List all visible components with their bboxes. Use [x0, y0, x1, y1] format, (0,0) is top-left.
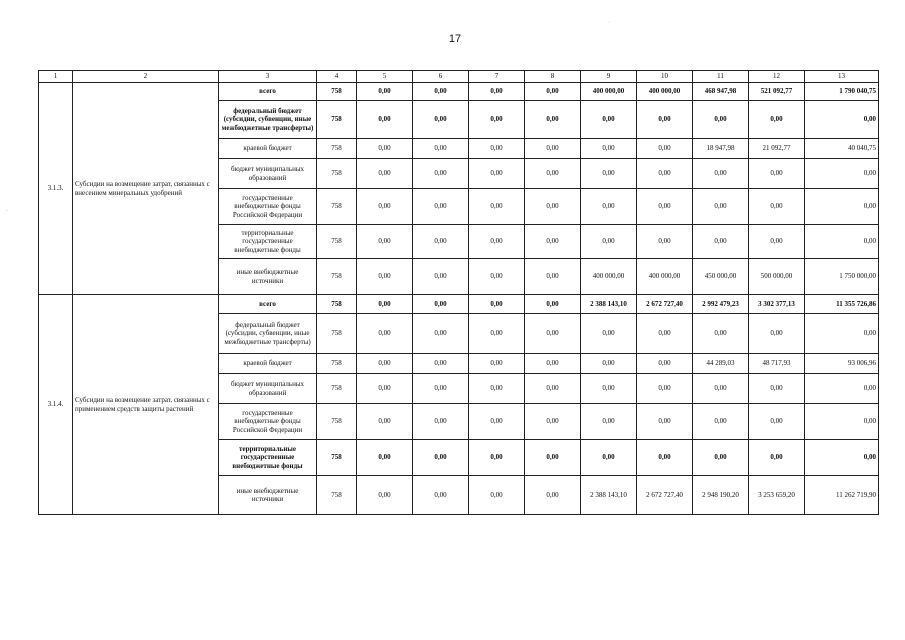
- amount-cell: 93 006,96: [805, 354, 879, 374]
- amount-cell: 400 000,00: [637, 259, 693, 295]
- funding-source: бюджет муниципальных образований: [219, 374, 317, 404]
- amount-cell: 0,00: [525, 139, 581, 159]
- amount-cell: 450 000,00: [693, 259, 749, 295]
- amount-cell: 0,00: [581, 225, 637, 259]
- amount-cell: 0,00: [413, 374, 469, 404]
- column-header: 3: [219, 71, 317, 83]
- amount-cell: 0,00: [357, 101, 413, 139]
- column-header: 10: [637, 71, 693, 83]
- amount-cell: 0,00: [637, 354, 693, 374]
- amount-cell: 758: [317, 225, 357, 259]
- amount-cell: 0,00: [581, 314, 637, 354]
- amount-cell: 758: [317, 139, 357, 159]
- amount-cell: 0,00: [525, 476, 581, 515]
- amount-cell: 0,00: [525, 374, 581, 404]
- column-number-row: [39, 71, 879, 83]
- amount-cell: 400 000,00: [581, 83, 637, 101]
- item-name: Субсидии на возмещение затрат, связанных с применением средств защиты растений: [73, 295, 219, 515]
- amount-cell: 0,00: [469, 139, 525, 159]
- amount-cell: 0,00: [525, 314, 581, 354]
- item-code: 3.1.4.: [39, 295, 73, 515]
- amount-cell: 21 092,77: [749, 139, 805, 159]
- amount-cell: 758: [317, 259, 357, 295]
- amount-cell: 0,00: [413, 139, 469, 159]
- amount-cell: 758: [317, 314, 357, 354]
- amount-cell: 0,00: [413, 295, 469, 314]
- amount-cell: 0,00: [525, 189, 581, 225]
- amount-cell: 44 289,03: [693, 354, 749, 374]
- amount-cell: 48 717,93: [749, 354, 805, 374]
- amount-cell: 0,00: [357, 440, 413, 476]
- amount-cell: 0,00: [581, 354, 637, 374]
- amount-cell: 2 992 479,23: [693, 295, 749, 314]
- funding-source: федеральный бюджет (субсидии, субвенции, иные межбюджетные трансферты): [219, 101, 317, 139]
- amount-cell: 0,00: [693, 225, 749, 259]
- amount-cell: 0,00: [693, 189, 749, 225]
- column-header: 11: [693, 71, 749, 83]
- amount-cell: 1 790 040,75: [805, 83, 879, 101]
- amount-cell: 18 947,98: [693, 139, 749, 159]
- amount-cell: 758: [317, 295, 357, 314]
- amount-cell: 0,00: [525, 83, 581, 101]
- amount-cell: 3 253 659,20: [749, 476, 805, 515]
- amount-cell: 0,00: [413, 476, 469, 515]
- column-header: 1: [39, 71, 73, 83]
- amount-cell: 0,00: [413, 354, 469, 374]
- column-header: 9: [581, 71, 637, 83]
- amount-cell: 0,00: [413, 83, 469, 101]
- column-header: 12: [749, 71, 805, 83]
- amount-cell: 0,00: [525, 159, 581, 189]
- amount-cell: 0,00: [469, 476, 525, 515]
- amount-cell: 0,00: [805, 159, 879, 189]
- table-row: [39, 295, 879, 314]
- amount-cell: 0,00: [469, 83, 525, 101]
- amount-cell: 0,00: [749, 189, 805, 225]
- amount-cell: 400 000,00: [581, 259, 637, 295]
- amount-cell: 758: [317, 159, 357, 189]
- amount-cell: 0,00: [693, 314, 749, 354]
- funding-source: территориальные государственные внебюджетные фонды: [219, 225, 317, 259]
- amount-cell: 0,00: [749, 404, 805, 440]
- amount-cell: 0,00: [525, 225, 581, 259]
- amount-cell: 0,00: [749, 225, 805, 259]
- amount-cell: 0,00: [637, 139, 693, 159]
- funding-source: краевой бюджет: [219, 354, 317, 374]
- amount-cell: 758: [317, 83, 357, 101]
- amount-cell: 2 388 143,10: [581, 476, 637, 515]
- amount-cell: 0,00: [469, 295, 525, 314]
- amount-cell: 0,00: [413, 225, 469, 259]
- funding-source: всего: [219, 83, 317, 101]
- funding-source: государственные внебюджетные фонды Российской Федерации: [219, 404, 317, 440]
- amount-cell: 758: [317, 476, 357, 515]
- amount-cell: 0,00: [637, 374, 693, 404]
- funding-source: краевой бюджет: [219, 139, 317, 159]
- amount-cell: 0,00: [637, 101, 693, 139]
- amount-cell: 0,00: [693, 404, 749, 440]
- amount-cell: 0,00: [469, 404, 525, 440]
- amount-cell: 0,00: [525, 101, 581, 139]
- amount-cell: 0,00: [637, 159, 693, 189]
- amount-cell: 0,00: [637, 189, 693, 225]
- amount-cell: 0,00: [413, 314, 469, 354]
- amount-cell: 0,00: [413, 404, 469, 440]
- amount-cell: 500 000,00: [749, 259, 805, 295]
- table-row: [39, 83, 879, 101]
- amount-cell: 0,00: [413, 440, 469, 476]
- scan-mark: ·: [608, 20, 610, 26]
- amount-cell: 0,00: [749, 101, 805, 139]
- column-header: 7: [469, 71, 525, 83]
- amount-cell: 758: [317, 374, 357, 404]
- amount-cell: 0,00: [469, 374, 525, 404]
- item-code: 3.1.3.: [39, 83, 73, 295]
- amount-cell: 0,00: [357, 83, 413, 101]
- funding-source: бюджет муниципальных образований: [219, 159, 317, 189]
- amount-cell: 0,00: [637, 440, 693, 476]
- amount-cell: 0,00: [413, 189, 469, 225]
- amount-cell: 0,00: [805, 440, 879, 476]
- funding-source: всего: [219, 295, 317, 314]
- funding-source: федеральный бюджет (субсидии, субвенции, иные межбюджетные трансферты): [219, 314, 317, 354]
- column-header: 8: [525, 71, 581, 83]
- amount-cell: 0,00: [357, 139, 413, 159]
- amount-cell: 0,00: [357, 189, 413, 225]
- amount-cell: 0,00: [749, 159, 805, 189]
- amount-cell: 758: [317, 189, 357, 225]
- amount-cell: 0,00: [805, 101, 879, 139]
- amount-cell: 0,00: [413, 159, 469, 189]
- amount-cell: 2 672 727,40: [637, 295, 693, 314]
- amount-cell: 0,00: [805, 374, 879, 404]
- amount-cell: 758: [317, 404, 357, 440]
- amount-cell: 0,00: [581, 440, 637, 476]
- amount-cell: 0,00: [693, 440, 749, 476]
- amount-cell: 758: [317, 354, 357, 374]
- amount-cell: 758: [317, 101, 357, 139]
- amount-cell: 0,00: [469, 259, 525, 295]
- page-number: 17: [448, 33, 462, 45]
- amount-cell: 0,00: [581, 159, 637, 189]
- amount-cell: 0,00: [637, 314, 693, 354]
- amount-cell: 0,00: [357, 404, 413, 440]
- amount-cell: 2 672 727,40: [637, 476, 693, 515]
- amount-cell: 0,00: [525, 404, 581, 440]
- amount-cell: 1 750 000,00: [805, 259, 879, 295]
- amount-cell: 0,00: [693, 101, 749, 139]
- amount-cell: 758: [317, 440, 357, 476]
- amount-cell: 0,00: [469, 354, 525, 374]
- scan-mark: .: [6, 207, 8, 213]
- amount-cell: 0,00: [413, 259, 469, 295]
- funding-source: иные внебюджетные источники: [219, 476, 317, 515]
- amount-cell: 0,00: [637, 225, 693, 259]
- amount-cell: 0,00: [525, 259, 581, 295]
- amount-cell: 0,00: [749, 374, 805, 404]
- amount-cell: 0,00: [357, 476, 413, 515]
- amount-cell: 0,00: [413, 101, 469, 139]
- amount-cell: 0,00: [357, 295, 413, 314]
- amount-cell: 0,00: [357, 159, 413, 189]
- amount-cell: 0,00: [357, 314, 413, 354]
- amount-cell: 0,00: [357, 354, 413, 374]
- amount-cell: 0,00: [525, 295, 581, 314]
- amount-cell: 0,00: [581, 101, 637, 139]
- amount-cell: 3 302 377,13: [749, 295, 805, 314]
- amount-cell: 11 355 726,86: [805, 295, 879, 314]
- budget-table: [38, 70, 879, 515]
- amount-cell: 0,00: [357, 225, 413, 259]
- amount-cell: 0,00: [805, 225, 879, 259]
- amount-cell: 0,00: [357, 259, 413, 295]
- amount-cell: 0,00: [469, 159, 525, 189]
- amount-cell: 0,00: [469, 225, 525, 259]
- amount-cell: 521 092,77: [749, 83, 805, 101]
- amount-cell: 40 040,75: [805, 139, 879, 159]
- amount-cell: 0,00: [581, 404, 637, 440]
- amount-cell: 0,00: [581, 139, 637, 159]
- amount-cell: 0,00: [805, 404, 879, 440]
- amount-cell: 0,00: [637, 404, 693, 440]
- amount-cell: 0,00: [469, 440, 525, 476]
- funding-source: территориальные государственные внебюджетные фонды: [219, 440, 317, 476]
- amount-cell: 468 947,98: [693, 83, 749, 101]
- amount-cell: 0,00: [805, 189, 879, 225]
- amount-cell: 0,00: [525, 440, 581, 476]
- amount-cell: 0,00: [693, 159, 749, 189]
- amount-cell: 0,00: [749, 440, 805, 476]
- amount-cell: 0,00: [693, 374, 749, 404]
- amount-cell: 0,00: [525, 354, 581, 374]
- column-header: 2: [73, 71, 219, 83]
- column-header: 4: [317, 71, 357, 83]
- funding-source: государственные внебюджетные фонды Российской Федерации: [219, 189, 317, 225]
- amount-cell: 2 948 190,20: [693, 476, 749, 515]
- amount-cell: 0,00: [469, 314, 525, 354]
- funding-source: иные внебюджетные источники: [219, 259, 317, 295]
- column-header: 6: [413, 71, 469, 83]
- amount-cell: 0,00: [581, 374, 637, 404]
- amount-cell: 0,00: [357, 374, 413, 404]
- amount-cell: 0,00: [469, 189, 525, 225]
- column-header: 5: [357, 71, 413, 83]
- amount-cell: 0,00: [749, 314, 805, 354]
- amount-cell: 11 262 719,90: [805, 476, 879, 515]
- amount-cell: 2 388 143,10: [581, 295, 637, 314]
- amount-cell: 0,00: [805, 314, 879, 354]
- column-header: 13: [805, 71, 879, 83]
- item-name: Субсидии на возмещение затрат, связанных с внесением минеральных удобрений: [73, 83, 219, 295]
- amount-cell: 400 000,00: [637, 83, 693, 101]
- amount-cell: 0,00: [581, 189, 637, 225]
- amount-cell: 0,00: [469, 101, 525, 139]
